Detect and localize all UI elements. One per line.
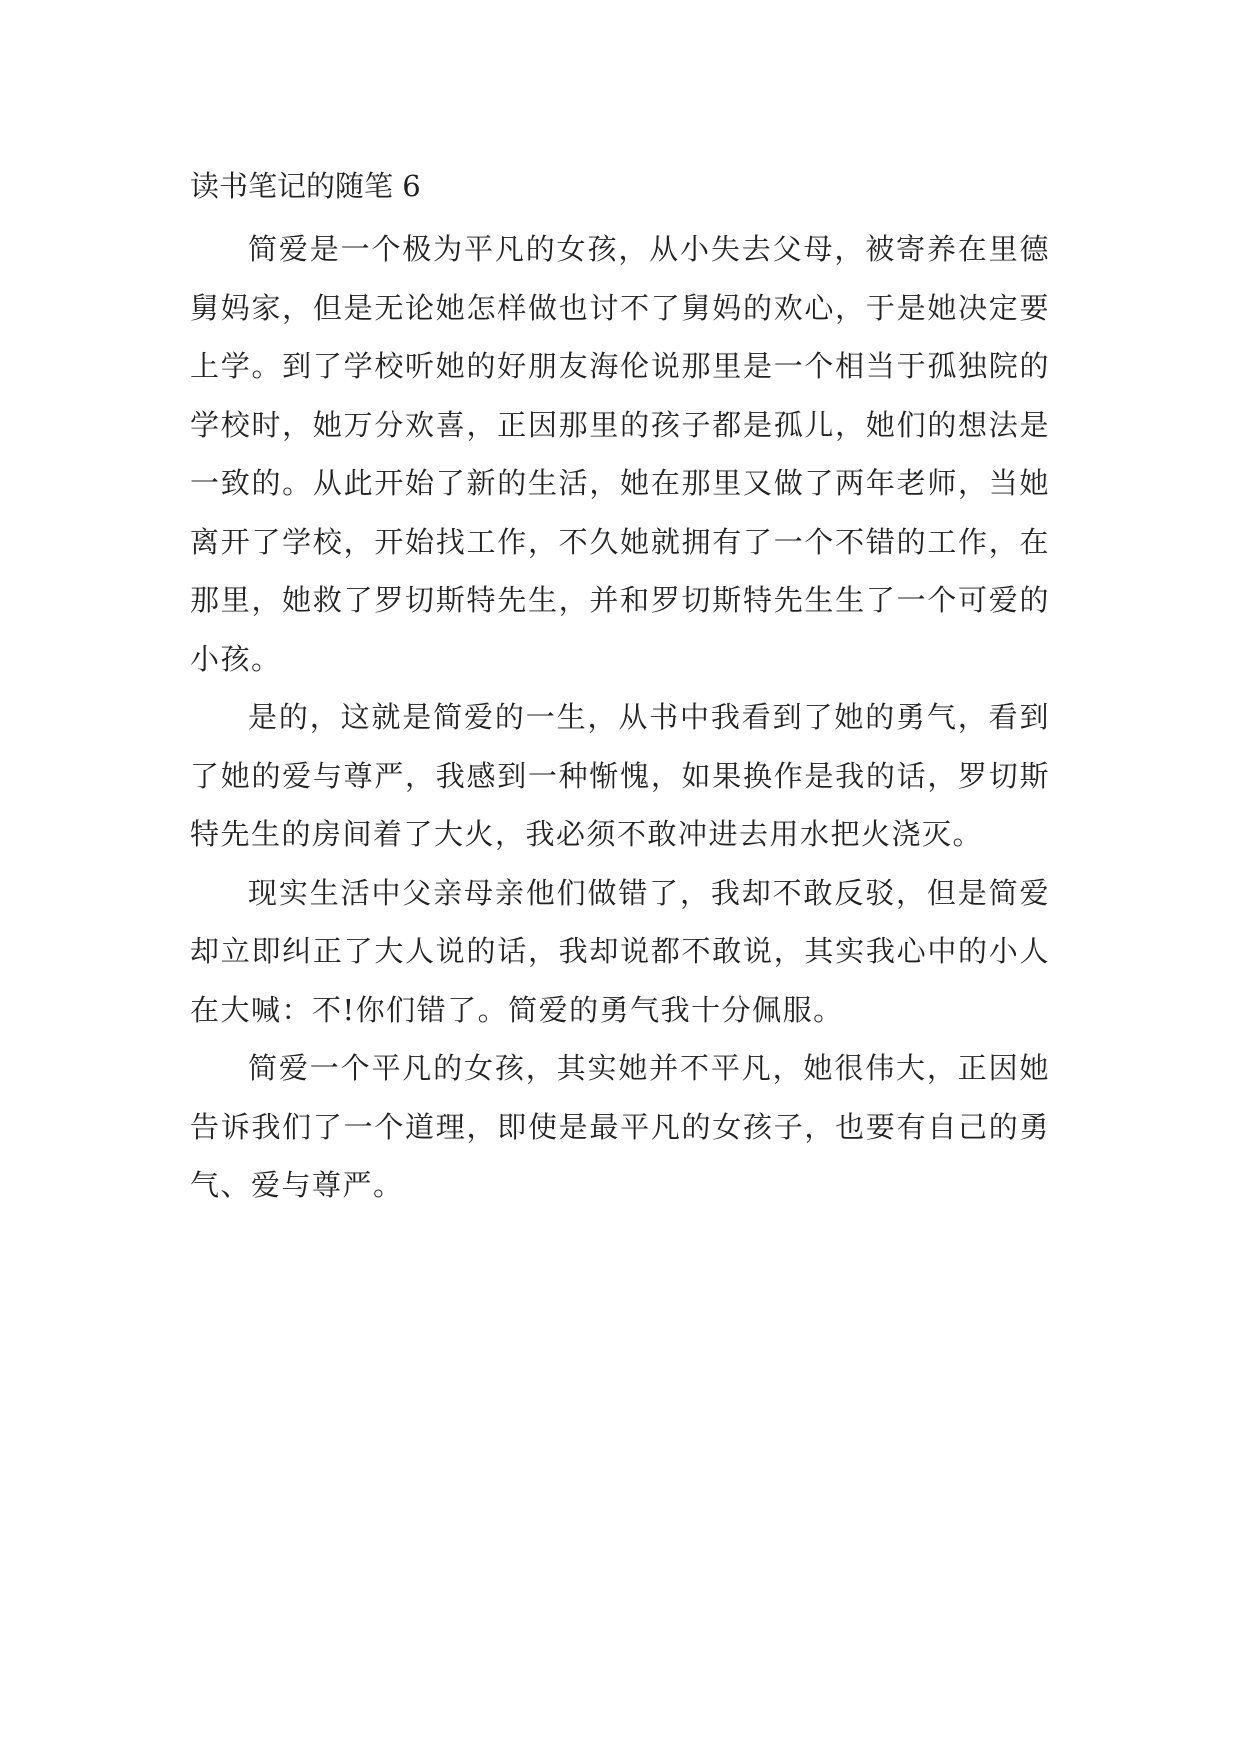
paragraph-4: 简爱一个平凡的女孩，其实她并不平凡，她很伟大，正因她告诉我们了一个道理，即使是最平凡的女孩子，也要有自己的勇气、爱与尊严。 [190, 1051, 1050, 1202]
paragraph-2: 是的，这就是简爱的一生，从书中我看到了她的勇气，看到了她的爱与尊严，我感到一种惭愧，如果换作是我的话，罗切斯特先生的房间着了大火，我必须不敢冲进去用水把火浇灭。 [190, 700, 1050, 851]
paragraph-1: 简爱是一个极为平凡的女孩，从小失去父母，被寄养在里德舅妈家，但是无论她怎样做也讨不了舅妈的欢心，于是她决定要上学。到了学校听她的好朋友海伦说那里是一个相当于孤独院的学校时，她万分欢喜，正因那里的孩子都是孤儿，她们的想法是一致的。从此开始了新的生活，她在那里又做了两年老师，当她离开了学校，开始找工作，不久她就拥有了一个不错的工作，在那里，她救了罗切斯特先生，并和罗切斯特先生生了一个可爱的小孩。 [190, 232, 1050, 676]
document-title: 读书笔记的随笔 6 [190, 169, 421, 203]
paragraph-3: 现实生活中父亲母亲他们做错了，我却不敢反驳，但是简爱却立即纠正了大人说的话，我却说都不敢说，其实我心中的小人在大喊：不!你们错了。简爱的勇气我十分佩服。 [190, 875, 1050, 1027]
document-body [190, 220, 1050, 1215]
